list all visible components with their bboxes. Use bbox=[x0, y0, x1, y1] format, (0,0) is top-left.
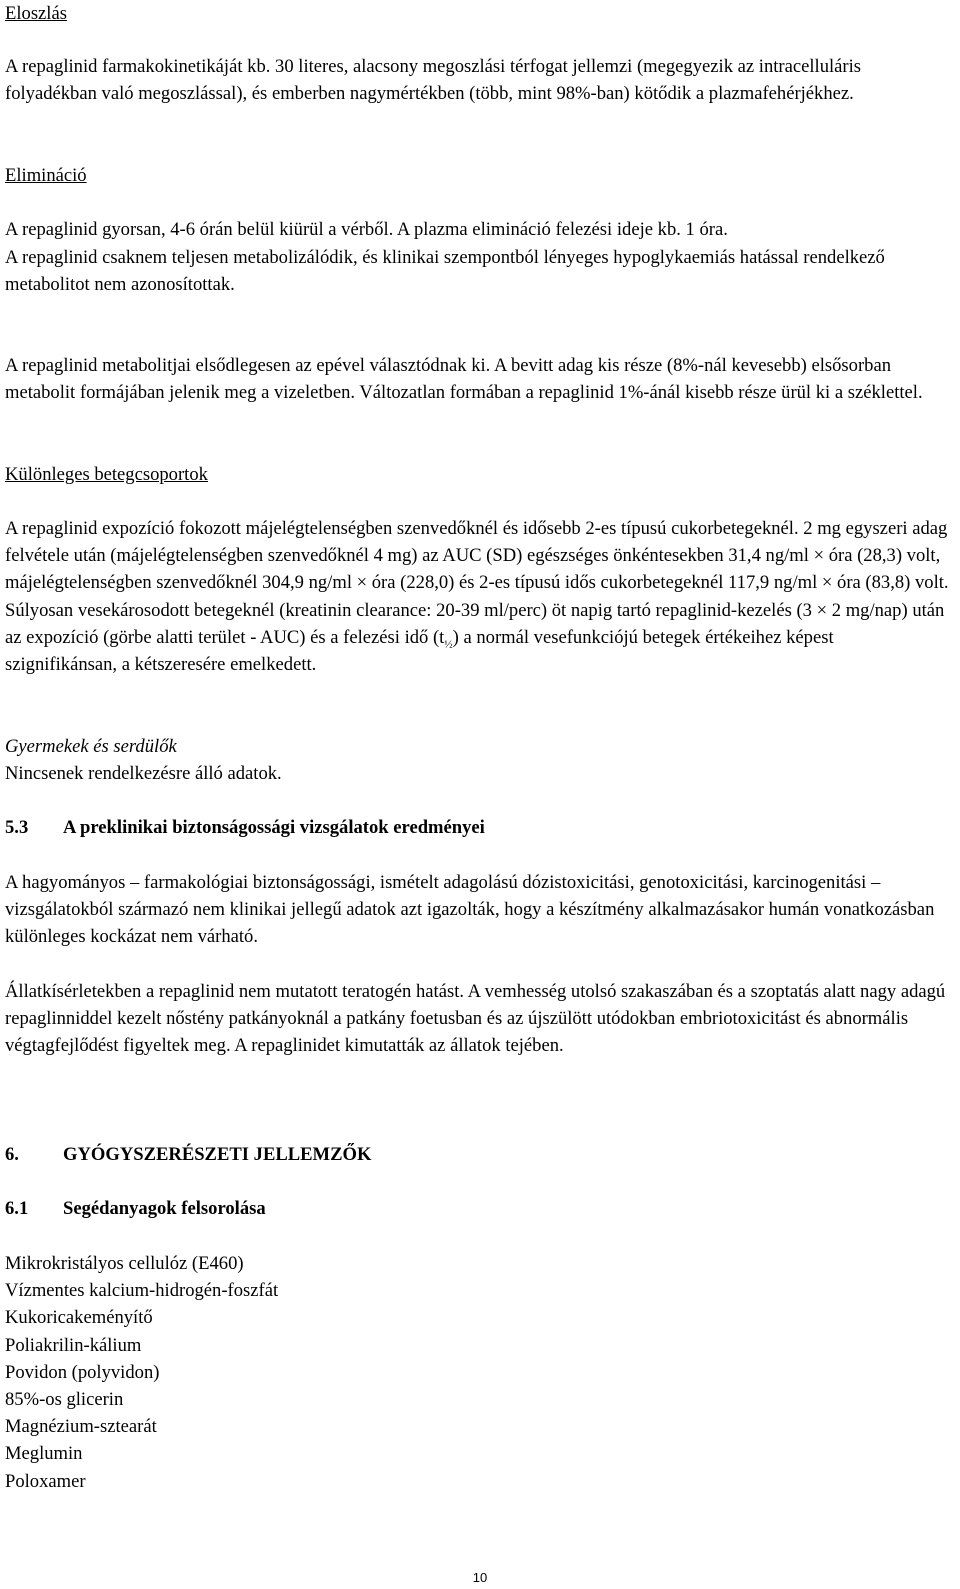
list-item: Poloxamer bbox=[5, 1470, 86, 1492]
section-6-number: 6. bbox=[5, 1144, 19, 1165]
section-special-populations bbox=[5, 461, 950, 488]
text-special-populations-a: A repaglinid expozíció fokozott májelégtelenségben szenvedőknél és idősebb 2-es típusú cukorbetegeknél. 2 mg egyszeri adag felvétele után (májelégtelenségben szenvedőknél 4 mg) az AUC (SD) egészséges önkéntesekben 31,4 ng/ml × óra (28,3) volt, májelégtelenségben szenvedőknél 304,9 ng/ml × óra (228,0) és 2-es típusú idős cukorbetegeknél 117,9 ng/ml × óra (83,8) volt. Súlyosan vesekárosodott betegeknél (kreatinin clearance: 20-39 ml/perc) öt napig tartó repaglinid-kezelés (3 × 2 mg/nap) után az expozíció (görbe alatti terület - AUC) és a felezési idő (t bbox=[5, 518, 949, 648]
text-special-populations bbox=[5, 515, 950, 678]
list-item: Magnézium-sztearát bbox=[5, 1416, 157, 1438]
heading-elimination: Elimináció bbox=[5, 165, 87, 186]
half-life-subscript: ½ bbox=[444, 638, 453, 651]
text-preclinical-2: Állatkísérletekben a repaglinid nem mutatott teratogén hatást. A vemhesség utolsó szakaszában és a szoptatás alatt nagy adagú repaglinniddel kezelt nőstény patkányoknál a patkány foetusban és az újszülött utódokban embriotoxicitást és abnormális végtagfejlődést figyeltek meg. A repaglinidet kimutatták az állatok tejében. bbox=[5, 981, 946, 1057]
paragraph-preclinical-2 bbox=[5, 978, 950, 1060]
section-6-1-title: Segédanyagok felsorolása bbox=[63, 1198, 266, 1219]
section-6-1-heading bbox=[5, 1195, 950, 1222]
section-5-3-number: 5.3 bbox=[5, 817, 29, 838]
section-paediatric bbox=[5, 733, 950, 787]
text-distribution: A repaglinid farmakokinetikáját kb. 30 literes, alacsony megoszlási térfogat jellemzi (megegyezik az intracelluláris folyadékban való megoszlással), és emberben nagymértékben (több, mint 98%-ban) kötődik a plazmafehérjékhez. bbox=[5, 56, 862, 105]
text-elimination-1: A repaglinid gyorsan, 4-6 órán belül kiürül a vérből. A plazma elimináció felezési ideje kb. 1 óra. bbox=[5, 219, 728, 240]
heading-paediatric: Gyermekek és serdülők bbox=[5, 736, 177, 757]
paragraph-elimination-3 bbox=[5, 352, 950, 406]
list-item: Vízmentes kalcium-hidrogén-foszfát bbox=[5, 1280, 279, 1302]
paragraph-special-populations bbox=[5, 515, 950, 678]
section-6-heading bbox=[5, 1141, 950, 1168]
list-item: Mikrokristályos cellulóz (E460) bbox=[5, 1253, 244, 1274]
text-special-populations-b: ) a normál vesefunkciójú betegek értékeihez képest szignifikánsan, a kétszeresére emelkedett. bbox=[5, 626, 834, 676]
list-item: Kukoricakeményítő bbox=[5, 1307, 153, 1329]
paragraph-distribution bbox=[5, 53, 950, 107]
page-number: 10 bbox=[472, 1570, 488, 1585]
list-item: Povidon (polyvidon) bbox=[5, 1361, 160, 1383]
section-5-3-heading bbox=[5, 814, 950, 841]
paragraph-elimination-1 bbox=[5, 216, 950, 243]
paragraph-elimination-2 bbox=[5, 244, 950, 298]
text-preclinical-1: A hagyományos – farmakológiai biztonságossági, ismételt adagolású dózistoxicitási, genotoxicitási, karcinogenitási – vizsgálatokból származó nem klinikai jellegű adatok azt igazolták, hogy a készítmény alkalmazásakor humán vonatkozásban különleges kockázat nem várható. bbox=[5, 872, 935, 948]
section-elimination bbox=[5, 162, 950, 189]
list-item: Poliakrilin-kálium bbox=[5, 1334, 142, 1356]
excipients-list bbox=[5, 1250, 950, 1495]
list-item: 85%-os glicerin bbox=[5, 1389, 124, 1411]
paragraph-preclinical-1 bbox=[5, 869, 950, 951]
section-5-3-title: A preklinikai biztonságossági vizsgálatok eredményei bbox=[63, 817, 485, 838]
section-distribution bbox=[5, 0, 950, 27]
section-6-title: GYÓGYSZERÉSZETI JELLEMZŐK bbox=[63, 1144, 372, 1165]
list-item: Meglumin bbox=[5, 1443, 83, 1465]
text-elimination-2: A repaglinid csaknem teljesen metabolizálódik, és klinikai szempontból lényeges hypoglykaemiás hatással rendelkező metabolitot nem azonosítottak. bbox=[5, 247, 885, 296]
text-paediatric: Nincsenek rendelkezésre álló adatok. bbox=[5, 763, 282, 785]
section-6-1-number: 6.1 bbox=[5, 1198, 29, 1219]
heading-special-populations: Különleges betegcsoportok bbox=[5, 464, 208, 485]
text-elimination-3: A repaglinid metabolitjai elsődlegesen az epével választódnak ki. A bevitt adag kis része (8%-nál kevesebb) elsősorban metabolit formájában jelenik meg a vizeletben. Változatlan formában a repaglinid 1%-ánál kisebb része ürül ki a széklettel. bbox=[5, 355, 923, 404]
heading-distribution: Eloszlás bbox=[5, 3, 67, 24]
